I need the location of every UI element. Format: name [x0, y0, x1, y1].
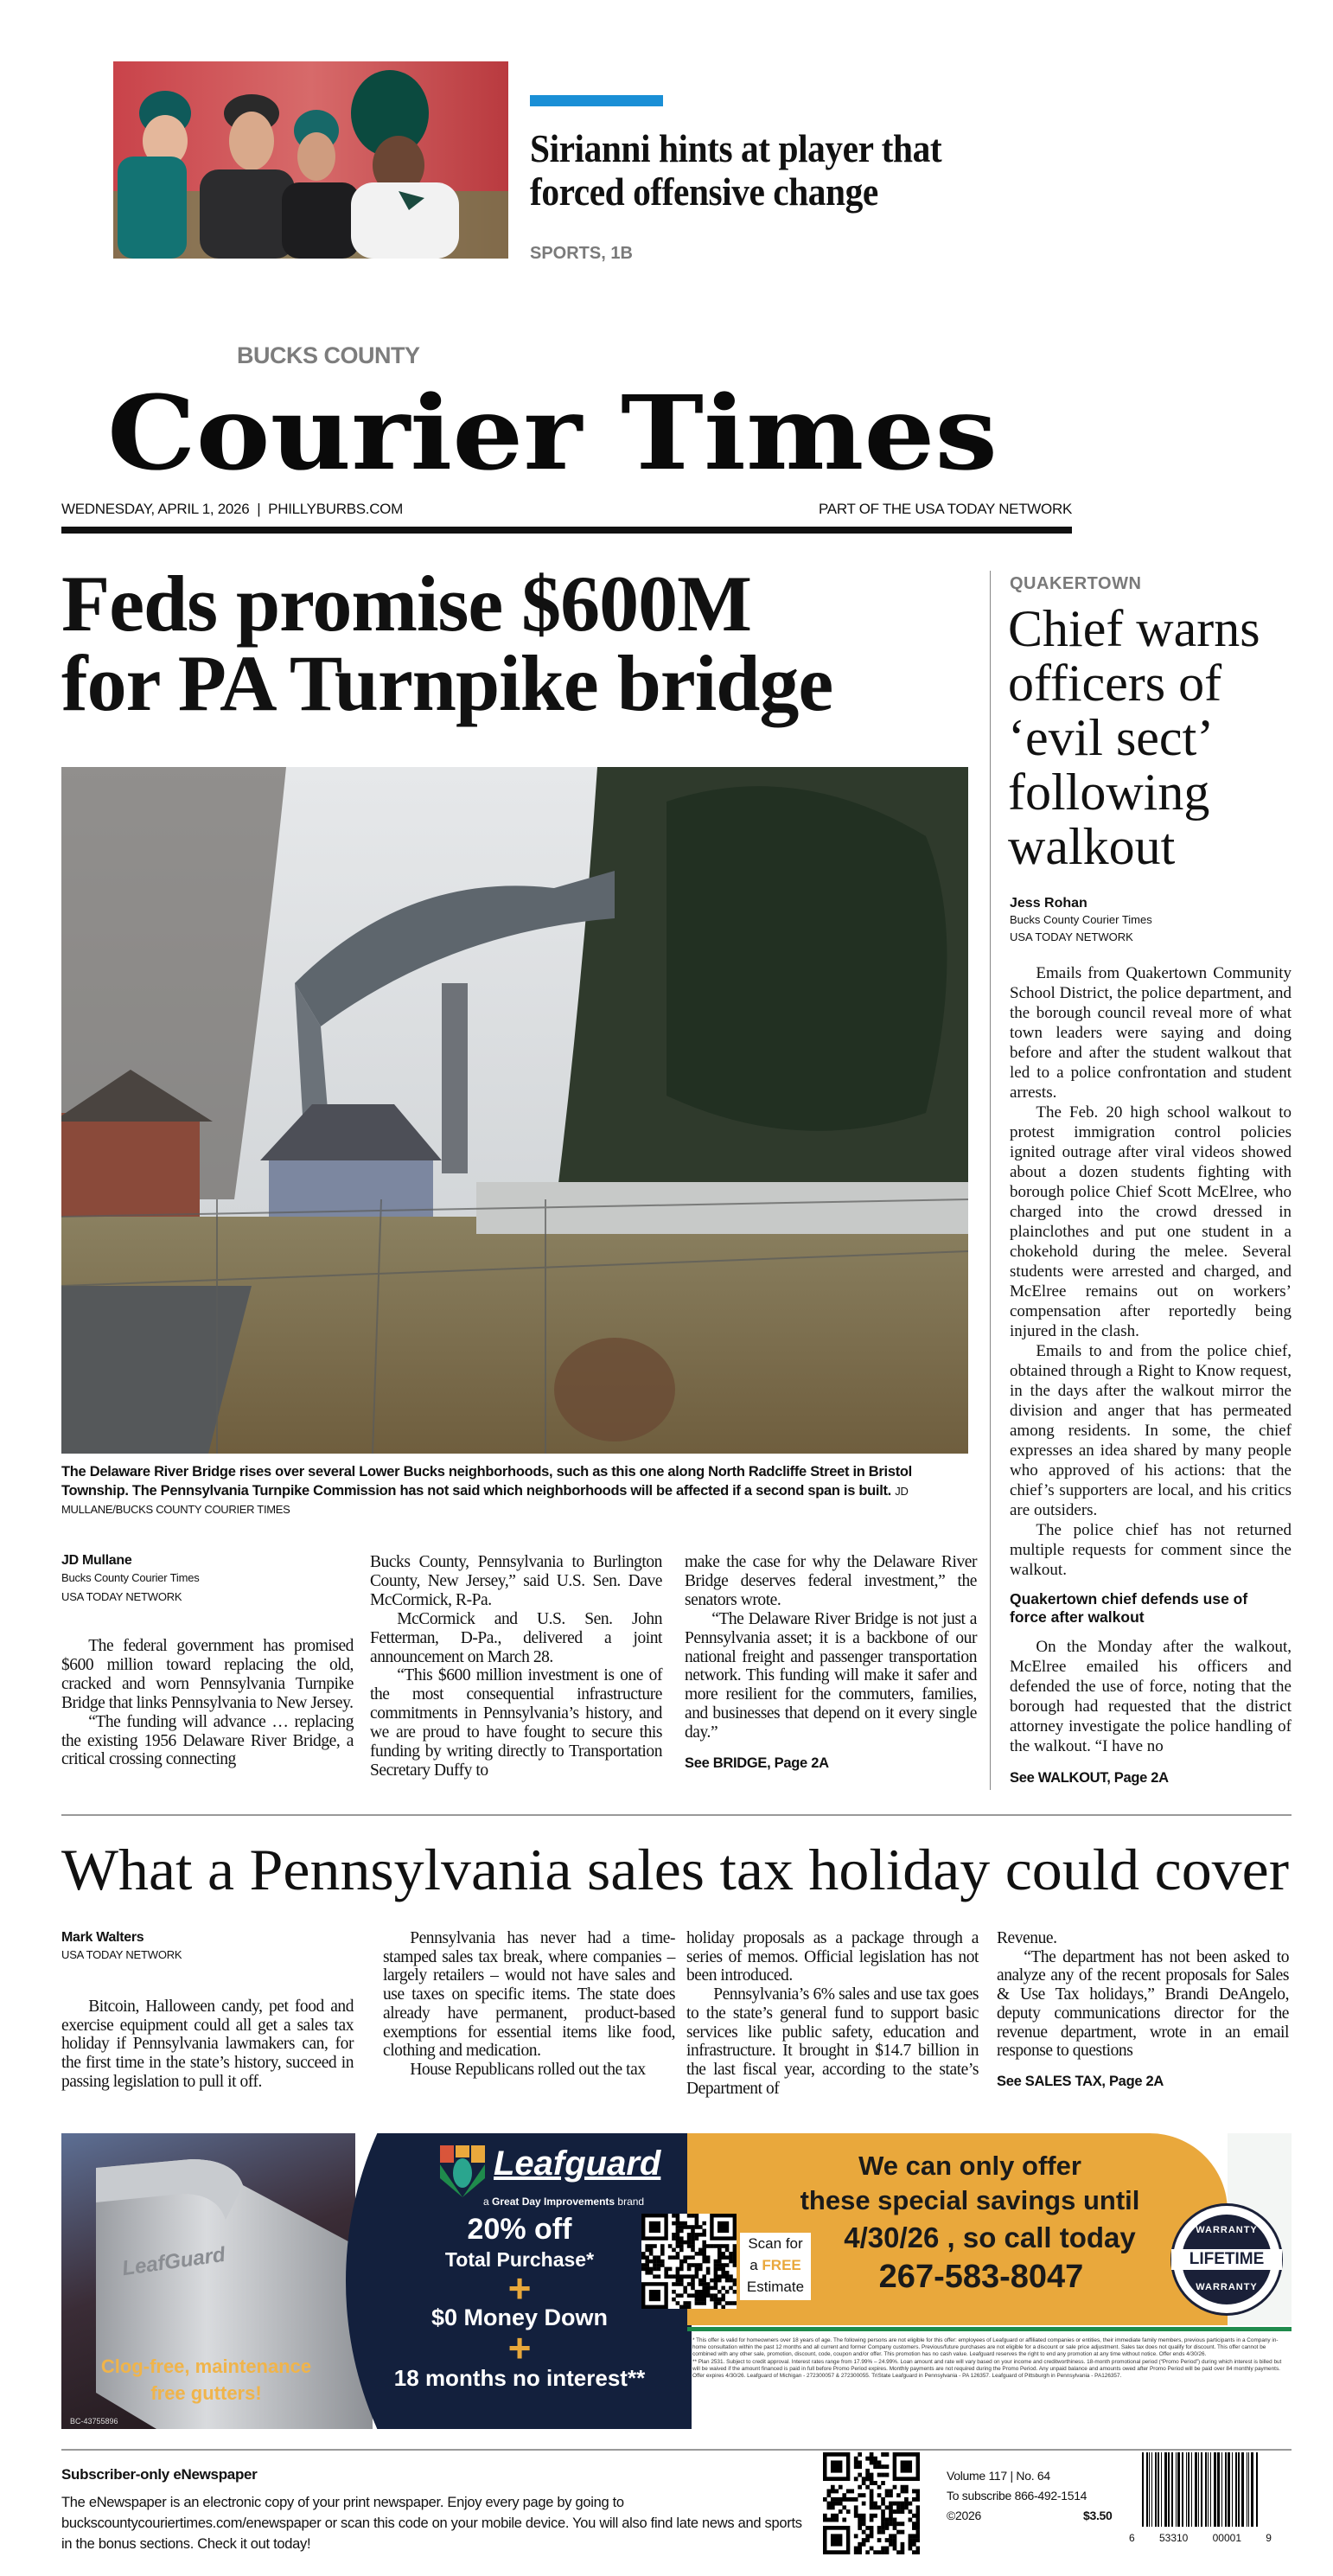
teaser-section-ref: SPORTS, 1B [530, 244, 633, 263]
paragraph: McCormick and U.S. Sen. John Fetterman, D-Pa., delivered a joint announcement on March 28. [370, 1609, 662, 1666]
badge-middle-text: LIFETIME [1171, 2249, 1282, 2270]
tax-column-2 [383, 1929, 675, 2080]
lead-column-1 [61, 1637, 354, 1769]
masthead-county: BUCKS COUNTY [237, 342, 420, 368]
tax-column-3 [686, 1929, 979, 2098]
fine-print-paragraph: * This offer is valid for homeowners over 18 years of age. The following persons are not eligible for this offer: employees of Leafguard or affiliated companies or entities, their immediate family members, previous participants in a Company in-home consultation within the past 12 months and all current and former Company customers. Previous/future purchases are not eligible for a discount or sale price adjustment. Sales tax does not qualify for discount. This offer cannot be combined with any other sale, promotion, discount, code, coupon and/or offer. This promotion has no cash value. Leafguard reserves the right to end any promotion at any time without notice. Offer ends 4/30/26. [692, 2337, 1279, 2358]
barcode-digit: 53310 [1158, 2532, 1189, 2544]
barcode-digit: 00001 [1212, 2532, 1241, 2544]
scan-line: Scan for [748, 2235, 803, 2252]
enewspaper-qr-code[interactable] [823, 2452, 920, 2554]
volume-number: Volume 117 | No. 64 [947, 2469, 1050, 2483]
dateline: WEDNESDAY, APRIL 1, 2026 | PHILLYBURBS.COM [61, 501, 403, 517]
byline-network: USA TODAY NETWORK [61, 1590, 182, 1603]
tax-headline-text: What a Pennsylvania sales tax holiday could cover [61, 1838, 1290, 1902]
lead-headline[interactable] [61, 559, 833, 727]
byline-name: Jess Rohan [1010, 896, 1087, 911]
offer-discount-sub: Total Purchase* [444, 2248, 595, 2271]
leafguard-brand: Leafguard [494, 2145, 661, 2183]
paragraph: Emails from Quakertown Community School District, the police department, and the borough council reveal more of what town leaders were saying and doing before and after the student walkout that led to a police confrontation and student arrests. [1010, 964, 1292, 1102]
tagline-part: a [483, 2196, 493, 2208]
paragraph: Emails to and from the police chief, obtained through a Right to Know request, in the days after the walkout mirror the division and anger that has permeated among residents. In some, the chief expresses an idea shared by many people who approved of his actions: that the chief’s supporters are local, and his critics are outsiders. [1010, 1342, 1292, 1519]
scan-word: a [749, 2257, 762, 2273]
teaser-headline[interactable] [530, 127, 941, 214]
section-rule [61, 1814, 1292, 1816]
paragraph: Revenue. [997, 1929, 1057, 1947]
barcode-digits [1129, 2532, 1272, 2544]
byline-network: USA TODAY NETWORK [61, 1948, 182, 1961]
enewspaper-title: Subscriber-only eNewspaper [61, 2466, 258, 2483]
gutter-slogan [61, 2353, 351, 2407]
paragraph: House Republicans rolled out the tax [410, 2060, 646, 2079]
masthead-rule [61, 527, 1072, 534]
right-headline[interactable] [1008, 602, 1260, 874]
barcode-digit: 6 [1129, 2532, 1135, 2544]
tax-headline[interactable] [61, 1838, 1293, 1907]
byline-name: JD Mullane [61, 1553, 132, 1568]
ad-fine-print [692, 2337, 1289, 2380]
urgency-line: these special savings until [800, 2185, 1140, 2215]
paragraph: make the case for why the Delaware River Bridge deserves federal investment,” the senators wrote. [685, 1553, 977, 1609]
paragraph: The Feb. 20 high school walkout to protest immigration control policies ignited outrage after viral videos showed about a dozen students fighting with borough police Chief Scott McElree, who charged into the crowd dressed in plainclothes and put one student in a chokehold during the melee. Several students were arrested and charged, and McElree remains out on workers’ compensation after reportedly being injured in the clash. [1010, 1103, 1292, 1340]
scan-line: Estimate [746, 2279, 805, 2295]
fine-print-paragraph: ** Plan 2531. Subject to credit approval. Interest rates range from 17.99% – 24.99%. Loan amount and rate will vary based on your income and creditworthiness. 18-month promotional period (“Promo Period”) during which interest is billed but will be waived if the amount financed is paid in full before Promo Period expires. Monthly payments are not required during the Promo Period. Any unpaid balance and amounts owed after Promo Period will be paid over 84 monthly payments. Offer expires 4/30/26. Leafguard of Michigan - 272300057 & 272300055. TriState Leafguard in Pennsylvania - PA 126357. Leafguard of Pittsburgh in Pennsylvania - PA126357. [692, 2358, 1282, 2380]
barcode [1133, 2452, 1263, 2528]
leafguard-ad[interactable] [61, 2133, 1292, 2429]
plus-icon: + [507, 2325, 532, 2370]
copyright-price-row [947, 2506, 1119, 2526]
enewspaper-text: The eNewspaper is an electronic copy of your print newspaper. Enjoy every page by going to buckscountycouriertimes.com/enewspaper or scan this code on your mobile device. You will also find late news and sports in the bonus sections. Check it out today! [61, 2495, 802, 2552]
paragraph: The police chief has not returned multiple requests for comment since the walkout. [1010, 1521, 1292, 1579]
byline-name: Mark Walters [61, 1930, 144, 1945]
tax-byline [61, 1930, 182, 1965]
right-headline-line: officers of [1008, 655, 1222, 712]
scan-line [740, 2254, 811, 2276]
ad-phone-number[interactable]: 267-583-8047 [878, 2259, 1084, 2295]
ad-code: BC-43755896 [70, 2417, 118, 2426]
badge-bottom-text: WARRANTY [1196, 2282, 1258, 2292]
tax-column-4 [997, 1929, 1289, 2092]
badge-top-text: WARRANTY [1196, 2225, 1258, 2235]
estimate-qr-code[interactable] [641, 2214, 737, 2309]
teaser-accent-bar [530, 95, 663, 106]
offer-no-interest: 18 months no interest** [393, 2365, 646, 2391]
paragraph: “This $600 million investment is one of the most consequential infrastructure commitments in Pennsylvania’s history, and we are proud to have fought to secure this funding by writing directly to Transportation Secretary Duffy to [370, 1666, 662, 1780]
right-kicker: QUAKERTOWN [1010, 574, 1142, 593]
masthead-title: Courier Times [107, 374, 998, 493]
paragraph: The federal government has promised $600 million toward replacing the old, cracked and worn Pennsylvania Turnpike Bridge that links Pennsylvania to New Jersey. [61, 1637, 354, 1712]
barcode-digit: 9 [1266, 2532, 1272, 2544]
photo-credit: JD MULLANE/BUCKS COUNTY COURIER TIMES [61, 1484, 909, 1516]
right-jump-link[interactable]: See WALKOUT, Page 2A [1010, 1770, 1169, 1786]
lead-jump-link[interactable]: See BRIDGE, Page 2A [685, 1755, 829, 1772]
sports-teaser[interactable] [113, 61, 1064, 263]
gutter-emboss: LeafGuard [120, 2242, 227, 2281]
right-headline-line: Chief warns [1008, 600, 1260, 657]
paragraph: holiday proposals as a package through a series of memos. Official legislation has not been introduced. [686, 1929, 979, 1985]
lead-headline-line: for PA Turnpike bridge [61, 639, 833, 727]
right-headline-line: walkout [1008, 818, 1176, 875]
sports-teaser-photo [113, 61, 508, 259]
byline-network: USA TODAY NETWORK [1010, 930, 1133, 943]
tax-jump-link[interactable]: See SALES TAX, Page 2A [997, 2073, 1164, 2089]
masthead-logo [104, 374, 1007, 495]
lead-photo [61, 767, 968, 1454]
byline-org: Bucks County Courier Times [1010, 913, 1152, 926]
brand-tagline [483, 2196, 644, 2208]
paragraph: “The funding will advance … replacing the existing 1956 Delaware River Bridge, a critical crossing connecting [61, 1712, 354, 1769]
lead-photo-caption [61, 1463, 969, 1519]
urgency-line: 4/30/26 , so call today [844, 2221, 1136, 2253]
right-headline-line: ‘evil sect’ [1008, 709, 1215, 766]
gutter-slogan-line: free gutters! [150, 2382, 262, 2404]
plus-icon: + [507, 2266, 532, 2311]
lifetime-warranty-badge [1177, 2209, 1277, 2310]
paragraph: On the Monday after the walkout, McElree emailed his officers and defended the use of force, noting that the borough had requested that the district attorney investigate the police handling of the walkout. “I have no [1010, 1638, 1292, 1755]
price: $3.50 [1083, 2509, 1113, 2522]
offer-discount: 20% off [467, 2213, 572, 2246]
network-tagline: PART OF THE USA TODAY NETWORK [819, 501, 1072, 517]
footer-rule [61, 2449, 1292, 2451]
leafguard-logo-icon [440, 2145, 485, 2197]
paragraph: Bucks County, Pennsylvania to Burlington County, New Jersey,” said U.S. Sen. Dave McCormick, R-Pa. [370, 1553, 662, 1609]
right-byline [1010, 896, 1292, 946]
right-body [1010, 963, 1292, 1788]
right-headline-line: following [1008, 764, 1210, 821]
ad-green-line [687, 2327, 1292, 2331]
subscribe-phone: To subscribe 866-492-1514 [947, 2489, 1087, 2502]
lead-column-3 [685, 1553, 977, 1774]
column-divider [990, 571, 991, 1790]
gutter-slogan-line: Clog-free, maintenance [100, 2355, 312, 2377]
free-emphasis: FREE [762, 2257, 801, 2273]
paragraph: “The department has not been asked to analyze any of the recent proposals for Sales & Use Tax holidays,” Brandi DeAngelo, deputy communications director for the revenue department, wrote in an email response to questions [997, 1947, 1289, 2061]
paragraph: Pennsylvania has never had a time-stamped sales tax break, where companies – largely retailers – would not have sales and use taxes on specific items. The state does already have permanent, product-based exemptions for essential items like food, clothing and medication. [383, 1929, 675, 2061]
paragraph: Pennsylvania’s 6% sales and use tax goes to the state’s general fund to support basic services like public safety, education and infrastructure. It brought in $14.7 billion in the last fiscal year, according to the state’s Department of [686, 1985, 979, 2098]
copyright: ©2026 [947, 2509, 981, 2522]
tax-column-1 [61, 1998, 354, 2092]
byline-org: Bucks County Courier Times [61, 1571, 200, 1584]
publication-info [947, 2466, 1119, 2526]
teaser-headline-line: forced offensive change [530, 169, 878, 214]
urgency-line: We can only offer [858, 2151, 1081, 2181]
tagline-part: brand [615, 2196, 645, 2208]
paragraph: “The Delaware River Bridge is not just a Pennsylvania asset; it is a backbone of our national freight and passenger transportation network. This funding will make it safer and more resilient for the commuters, families, and businesses that depend on it every single day.” [685, 1609, 977, 1742]
teaser-headline-line: Sirianni hints at player that [530, 126, 942, 170]
caption-text: The Delaware River Bridge rises over several Lower Bucks neighborhoods, such as this one along North Radcliffe Street in Bristol Township. The Pennsylvania Turnpike Commission has not said which neighborhoods will be affected if a second span is built. [61, 1464, 912, 1499]
scan-estimate-label [740, 2233, 811, 2300]
lead-byline [61, 1553, 354, 1607]
paragraph: Bitcoin, Halloween candy, pet food and exercise equipment could all get a sales tax holiday if Pennsylvania lawmakers can, for the first time in the state’s history, succeed in passing legislation to pull it off. [61, 1998, 354, 2091]
right-subhead: Quakertown chief defends use of force after walkout [1010, 1590, 1248, 1626]
tagline-part: Great Day Improvements [492, 2196, 615, 2208]
offer-money-down: $0 Money Down [431, 2304, 609, 2330]
lead-column-2 [370, 1553, 662, 1780]
lead-headline-line: Feds promise $600M [61, 559, 752, 648]
